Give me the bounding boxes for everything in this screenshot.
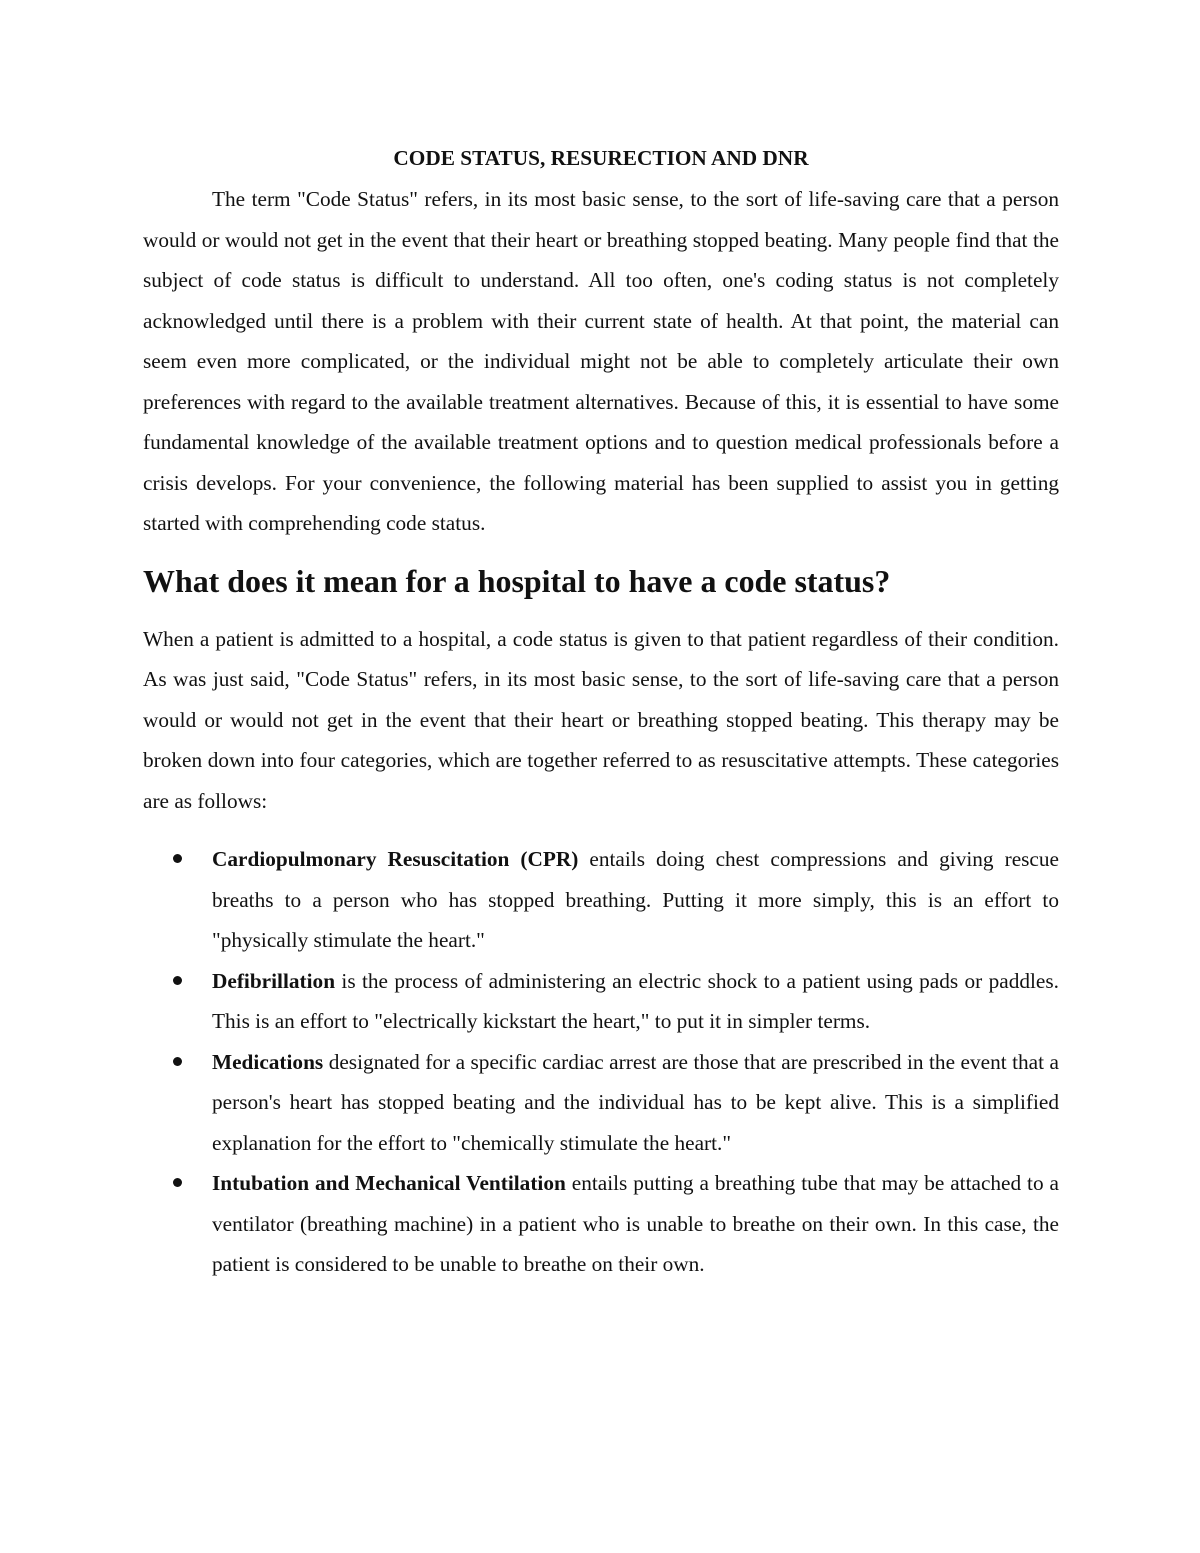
bullet-term: Defibrillation [212,968,336,993]
section-paragraph: When a patient is admitted to a hospital, a code status is given to that patient regardless of their condition. As was just said, "Code Status" refers, in its most basic sense, to the sort of life-saving care that a person would or would not get in the event that their heart or breathing stopped beating. This therapy may be broken down into four categories, which are together referred to as resuscitative attempts. These categories are as follows: [143,626,1059,813]
document-title: CODE STATUS, RESURECTION AND DNR [393,146,809,170]
bullet-term: Medications [212,1049,324,1074]
bullet-icon [173,1178,182,1187]
list-item [143,1163,1059,1285]
list-item [143,1042,1059,1164]
bullet-text: designated for a specific cardiac arrest are those that are prescribed in the event that a person's heart has stopped beating and the individual has to be kept alive. This is a simplified explanation for the effort to "chemically stimulate the heart." [212,1049,1059,1155]
section-heading: What does it mean for a hospital to have a code status? [143,563,891,599]
resuscitation-categories-list [143,839,1059,1285]
bullet-icon [173,976,182,985]
bullet-icon [173,1057,182,1066]
bullet-text: is the process of administering an electric shock to a patient using pads or paddles. This is an effort to "electrically kickstart the heart," to put it in simpler terms. [212,968,1059,1033]
bullet-text: entails putting a breathing tube that may be attached to a ventilator (breathing machine) in a patient who is unable to breathe on their own. In this case, the patient is considered to be unable to breathe on their own. [212,1171,1059,1276]
bullet-term: Cardiopulmonary Resuscitation (CPR) [212,847,579,871]
intro-paragraph: The term "Code Status" refers, in its most basic sense, to the sort of life-saving care that a person would or would not get in the event that their heart or breathing stopped beating. Many people find that the subject of code status is difficult to understand. All too often, one's coding status is not completely acknowledged until there is a problem with their current state of health. At that point, the material can seem even more complicated, or the individual might not be able to completely articulate their own preferences with regard to the available treatment alternatives. Because of this, it is essential to have some fundamental knowledge of the available treatment options and to question medical professionals before a crisis develops. For your convenience, the following material has been supplied to assist you in getting started with comprehending code status. [143,187,1059,535]
bullet-term: Intubation and Mechanical Ventilation [212,1171,566,1195]
bullet-icon [173,854,182,863]
list-item [143,839,1059,961]
list-item [143,961,1059,1042]
page-content [143,140,1059,1285]
bullet-text: entails doing chest compressions and giving rescue breaths to a person who has stopped breathing. Putting it more simply, this is an effort to "physically stimulate the heart." [212,847,1059,952]
